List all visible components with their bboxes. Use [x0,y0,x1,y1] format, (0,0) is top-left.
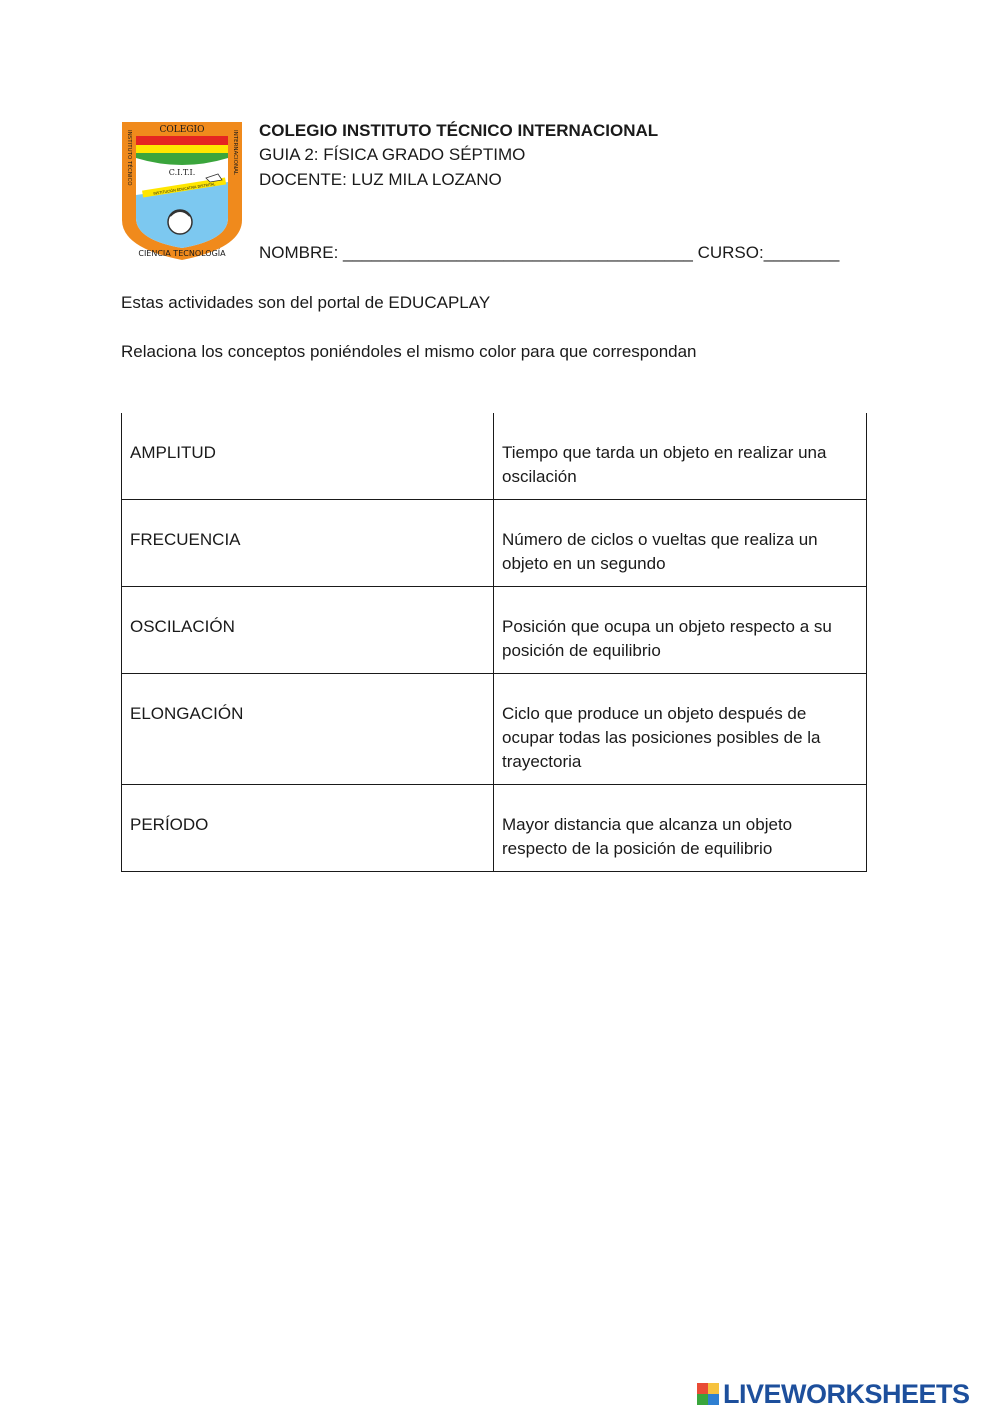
definition-cell[interactable]: Ciclo que produce un objeto después de ocupar todas las posiciones posibles de la trayectoria [494,674,867,785]
concept-cell[interactable]: OSCILACIÓN [122,587,494,674]
table-row [122,413,867,500]
logo-square-red [697,1383,708,1394]
definition-cell[interactable]: Número de ciclos o vueltas que realiza un objeto en un segundo [494,500,867,587]
table-row [122,674,867,785]
liveworksheets-wordmark: LIVEWORKSHEETS [723,1378,970,1409]
concept-cell[interactable]: FRECUENCIA [122,500,494,587]
definition-cell[interactable]: Mayor distancia que alcanza un objeto respecto de la posición de equilibrio [494,785,867,872]
name-course-field[interactable]: NOMBRE: _____________________________________ CURSO:________ [259,243,840,262]
concept-cell[interactable]: PERÍODO [122,785,494,872]
guide-title: GUIA 2: FÍSICA GRADO SÉPTIMO [259,145,526,164]
table-row [122,785,867,872]
liveworksheets-watermark [697,1378,970,1410]
crest-banner-text: INSTITUCIÓN EDUCATIVA DISTRITAL [153,182,216,196]
table-row [122,587,867,674]
concept-matching-table [121,413,866,872]
logo-square-blue [708,1394,719,1405]
crest-red-band [136,136,228,145]
source-note: Estas actividades son del portal de EDUCAPLAY [121,293,491,312]
logo-square-yellow [708,1383,719,1394]
logo-square-green [697,1394,708,1405]
instruction-text: Relaciona los conceptos poniéndoles el mismo color para que correspondan [121,342,697,361]
school-crest-logo [118,120,246,262]
definition-cell[interactable]: Tiempo que tarda un objeto en realizar una oscilación [494,413,867,500]
school-name: COLEGIO INSTITUTO TÉCNICO INTERNACIONAL [259,121,659,140]
crest-bottom-text: CIENCIA TECNOLOGÍA [138,249,226,258]
teacher-name: DOCENTE: LUZ MILA LOZANO [259,170,502,189]
table-row [122,500,867,587]
definition-cell[interactable]: Posición que ocupa un objeto respecto a su posición de equilibrio [494,587,867,674]
crest-right-text: INTERNACIONAL [232,130,238,175]
liveworksheets-logo-icon [697,1383,719,1405]
concept-cell[interactable]: ELONGACIÓN [122,674,494,785]
crest-top-text: COLEGIO [159,125,205,135]
crest-yellow-band [136,145,228,153]
concept-cell[interactable]: AMPLITUD [122,413,494,500]
crest-left-text: INSTITUTO TÉCNICO [126,130,132,186]
crest-center-text: C.I.T.I. [168,168,196,177]
